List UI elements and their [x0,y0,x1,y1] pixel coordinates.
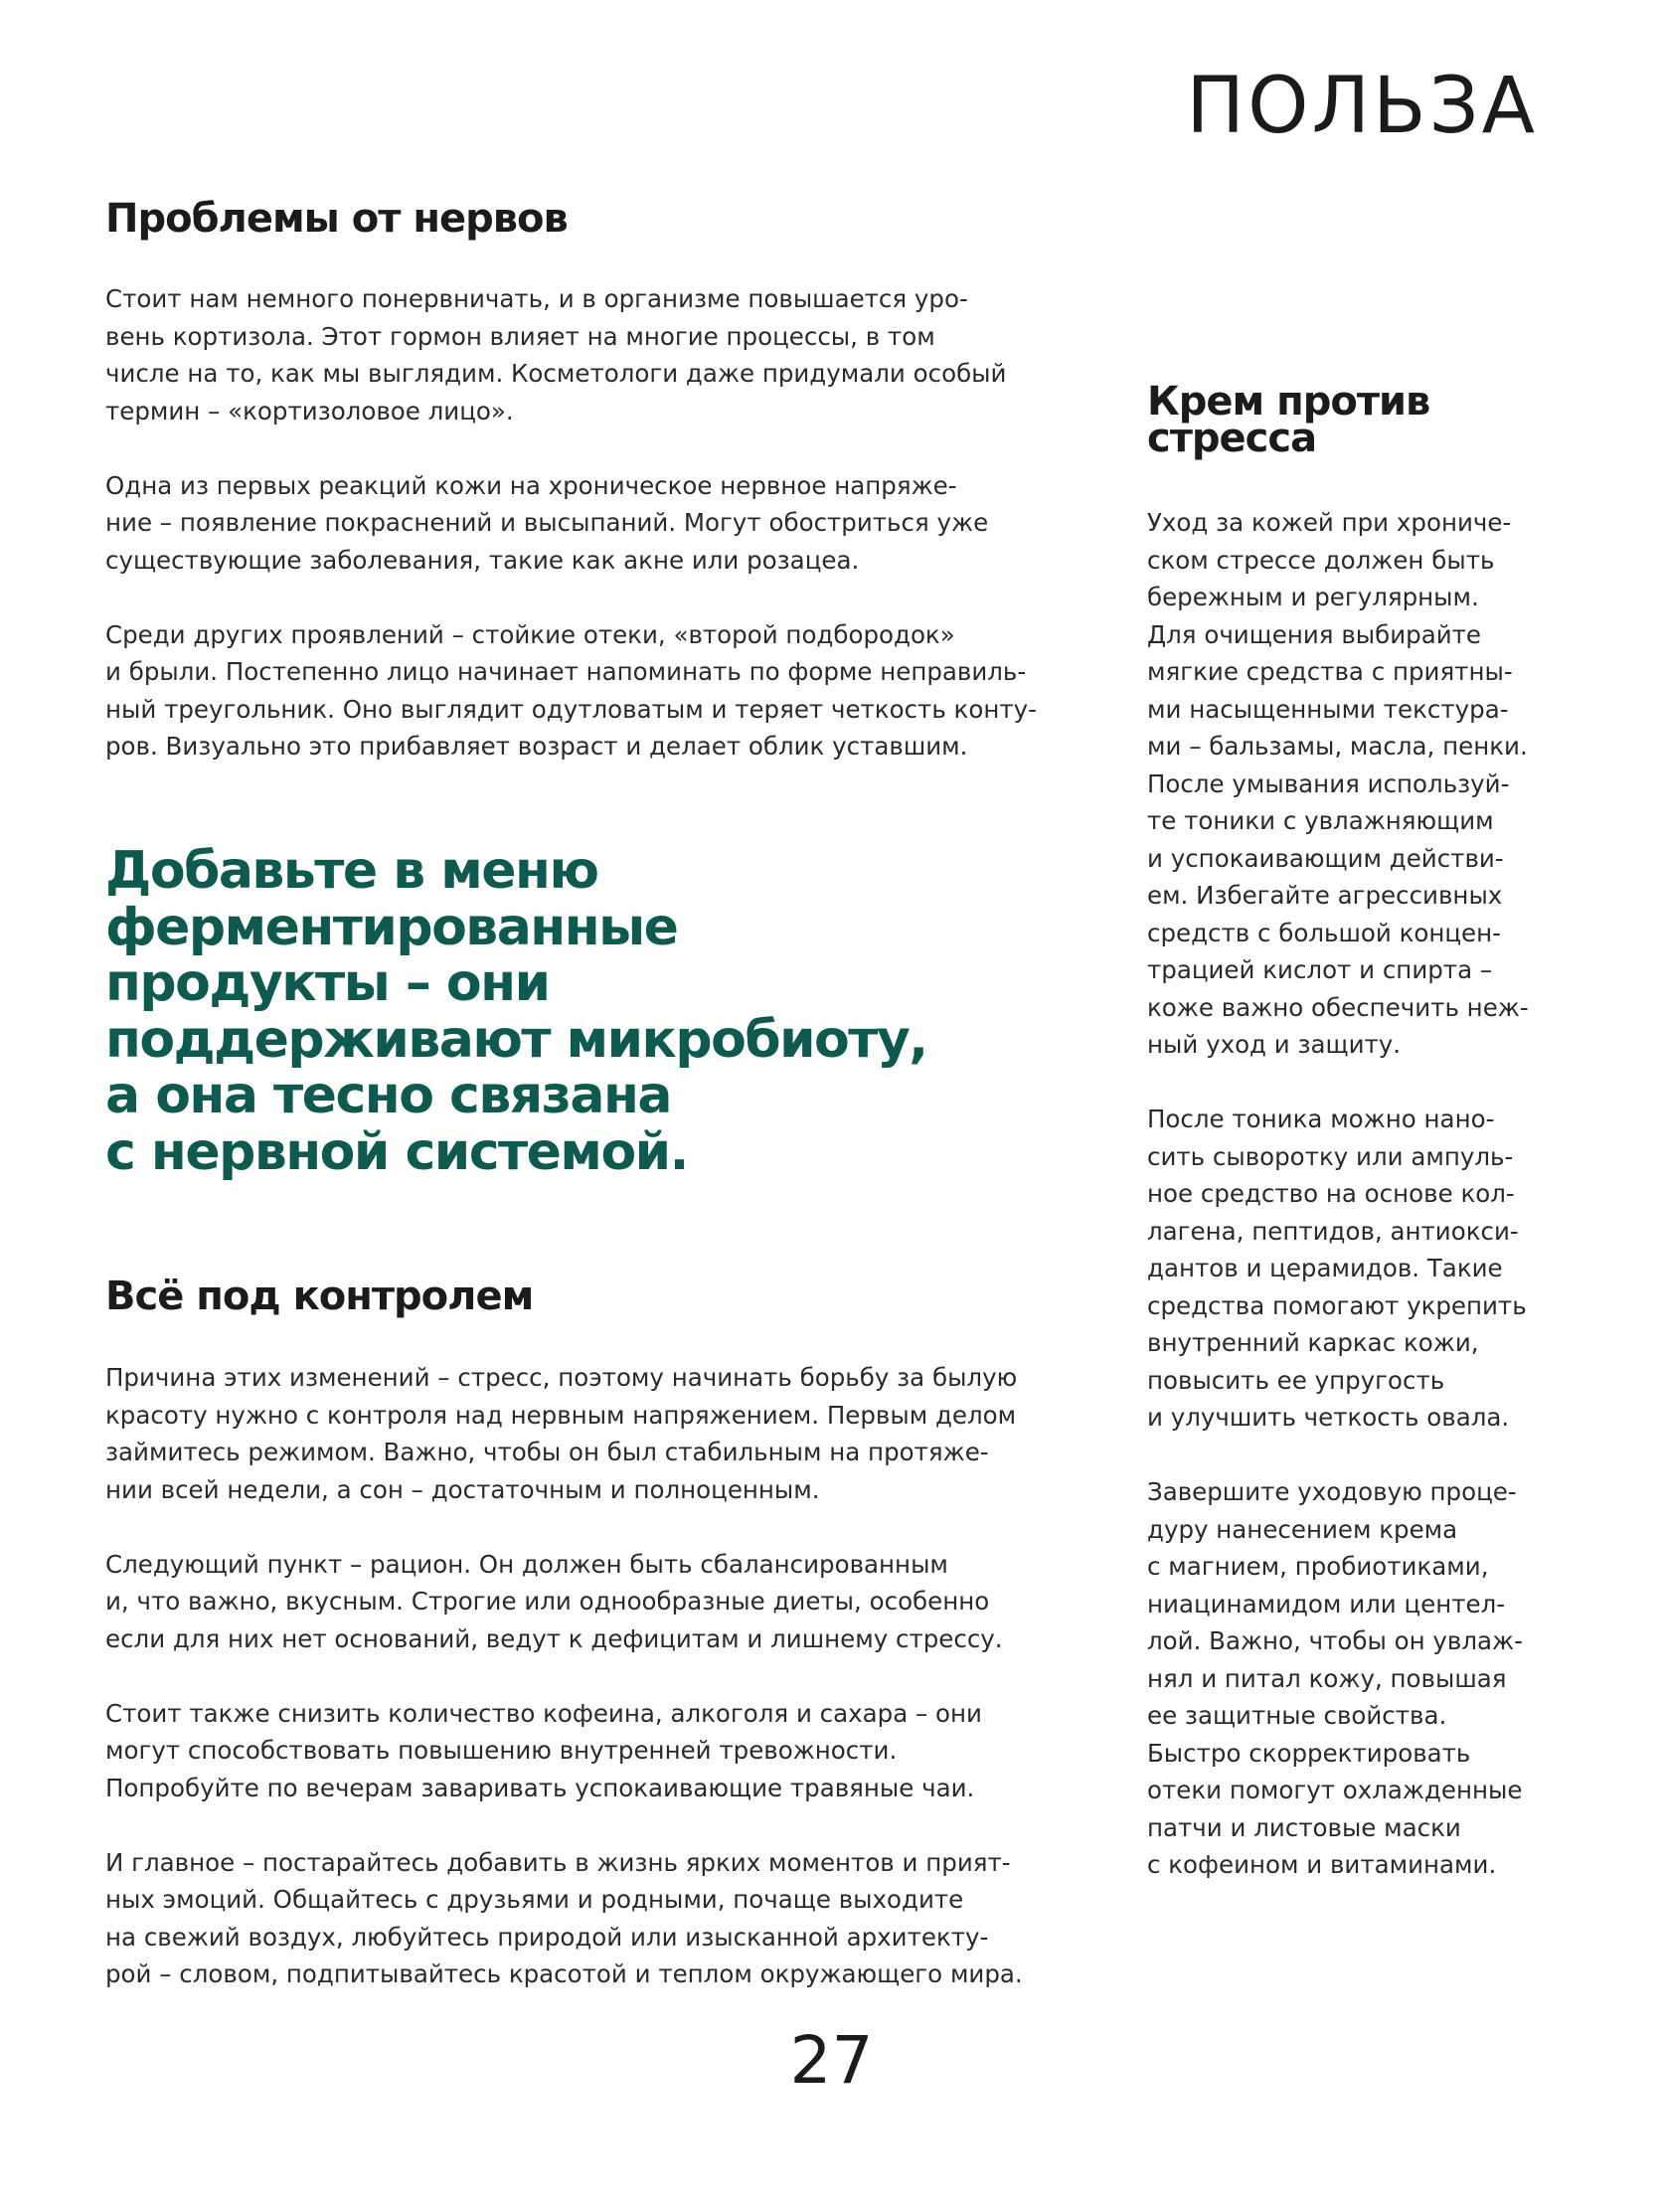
heading-under-control: Всё под контролем [105,1274,534,1319]
paragraph: После тоника можно нано- сить сыворотку или ампуль- ное средство на основе кол- лагена, пептидов, антиокси- дантов и церамидов. Такие средства помогают укрепить внутренний каркас кожи, повысить ее упругость и улучшить четкость овала. [1147,1105,1527,1432]
paragraph: И главное – постарайтесь добавить в жизнь ярких моментов и прият- ных эмоций. Общайтесь с друзьями и родными, почаще выходите на свежий воздух, любуйтесь природой или изысканной архитекту- рой – словом, подпитывайтесь красотой и теплом окружающего мира. [105,1847,1023,1988]
under-control-text [105,1359,1099,1993]
page-number: 27 [789,2022,874,2099]
paragraph: Следующий пункт – рацион. Он должен быть сбалансированным и, что важно, вкусным. Строгие или однообразные диеты, особенно если для них нет оснований, ведут к дефицитам и лишнему стрессу. [105,1549,1003,1653]
section-label: ПОЛЬЗА [1186,62,1538,151]
paragraph: Среди других проявлений – стойкие отеки, «второй подбородок» и брыли. Постепенно лицо начинает напоминать по форме неправиль- ный треугольник. Оно выглядит одутловатым и теряет четкость конту- ров. Визуально это прибавляет возраст и делает облик уставшим. [105,619,1037,761]
paragraph: Стоит нам немного понервничать, и в организме повышается уро- вень кортизола. Этот гормон влияет на многие процессы, в том числе на то, как мы выглядим. Косметологи даже придумали особый термин – «кортизоловое лицо». [105,284,1007,425]
paragraph: Завершите уходовую проце- дуру нанесением крема с магнием, пробиотиками, ниацинамидом или центел- лой. Важно, чтобы он увлаж- нял и питал кожу, повышая ее защитные свойства. Быстро скорректировать отеки помогут охлажденные патчи и листовые маски с кофеином и витаминами. [1147,1477,1523,1879]
heading-anti-stress-cream: Крем против стресса [1147,379,1430,461]
paragraph: Стоит также снизить количество кофеина, алкоголя и сахара – они могут способствовать повышению внутренней тревожности. Попробуйте по вечерам заваривать успокаивающие травяные чаи. [105,1698,982,1802]
anti-stress-cream-text [1147,504,1584,1884]
heading-nerve-problems: Проблемы от нервов [105,196,568,242]
paragraph: Уход за кожей при хрониче- ском стрессе должен быть бережным и регулярным. Для очищения выбирайте мягкие средства с приятны- ми насыщенными текстура- ми – бальзамы, масла, пенки. После умывания используй- те тоники с увлажняющим и успокаивающим действи- ем. Избегайте агрессивных средств с большой концен- трацией кислот и спирта – коже важно обеспечить неж- ный уход и защиту. [1147,508,1529,1059]
paragraph: Одна из первых реакций кожи на хроническое нервное напряже- ние – появление покраснений и высыпаний. Могут обостриться уже существующие заболевания, такие как акне или розацеа. [105,470,989,575]
nerve-problems-text [105,280,1099,766]
paragraph: Причина этих изменений – стресс, поэтому начинать борьбу за былую красоту нужно с контроля над нервным напряжением. Первым делом займитесь режимом. Важно, чтобы он был стабильным на протяже- нии всей недели, а сон – достаточным и полноценным. [105,1363,1018,1504]
pull-quote: Добавьте в меню ферментированные продукты – они поддерживают микробиоту, а она тесно связана с нервной системой. [105,841,927,1182]
